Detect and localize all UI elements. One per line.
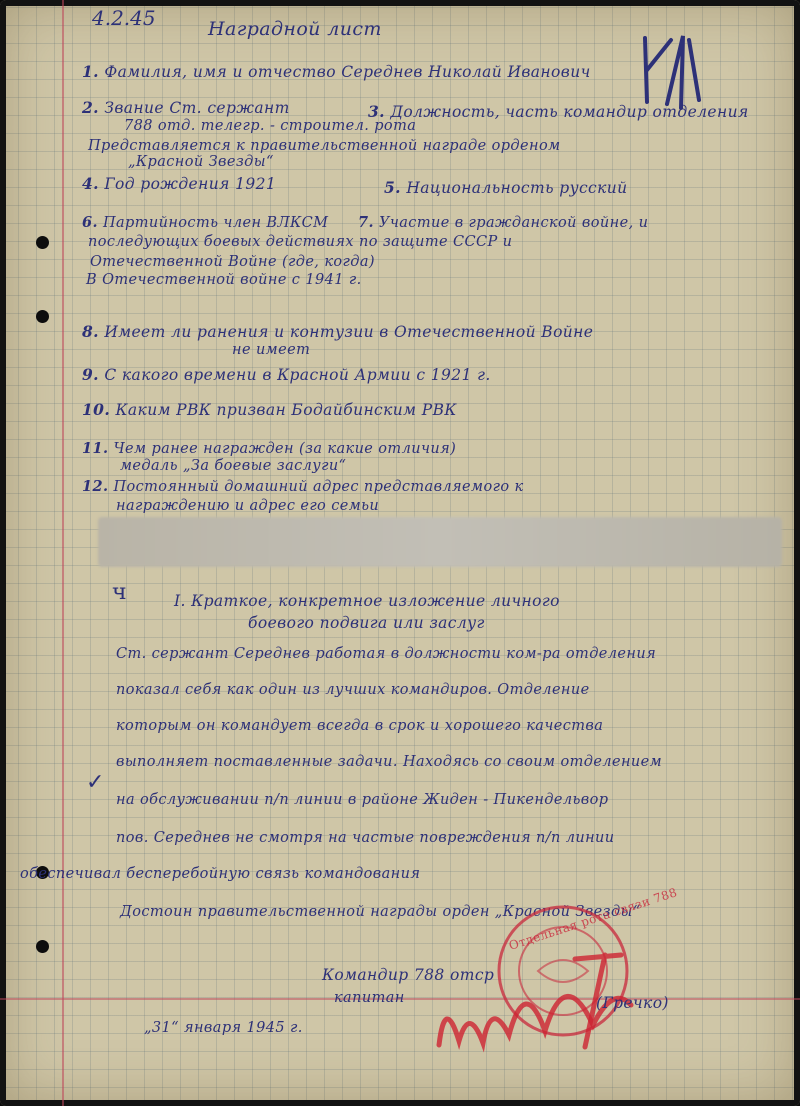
body-line: Ст. сержант Середнев работая в должности ком-ра отделения (116, 646, 657, 662)
nomination-order: „Красной Звезды“ (128, 154, 274, 170)
body-line: которым он командует всегда в срок и хорошего качества (116, 718, 604, 734)
punch-hole (36, 310, 49, 323)
section-title-line2: боевого подвига или заслуг (248, 614, 485, 632)
redacted-address (98, 517, 782, 567)
item-5 (384, 178, 628, 197)
item-text: Звание Ст. сержант (104, 99, 290, 117)
item-4 (82, 174, 276, 193)
item-11-answer: медаль „За боевые заслуги“ (120, 458, 347, 474)
body-line: обеспечивал бесперебойную связь командования (20, 866, 421, 882)
item-11 (82, 440, 456, 457)
item-8-answer: не имеет (232, 342, 311, 358)
item-number: 7. (358, 214, 374, 231)
item-number: 4. (82, 174, 99, 193)
item-text: Постоянный домашний адрес представляемого к (113, 479, 524, 495)
item-text: С какого времени в Красной Армии с 1921 г. (104, 366, 491, 384)
item-text: Национальность русский (406, 179, 628, 197)
body-line: пов. Середнев не смотря на частые повреждения п/п линии (116, 830, 615, 846)
left-margin-line (62, 0, 64, 1106)
body-line: выполняет поставленные задачи. Находясь со своим отделением (116, 754, 663, 770)
item-number: 2. (82, 98, 99, 117)
date-line: „31“ января 1945 г. (144, 1020, 303, 1036)
punch-hole (36, 940, 49, 953)
item-12 (82, 478, 524, 495)
item-1 (82, 62, 591, 81)
item-2-unit: 788 отд. телегр. - строител. рота (124, 118, 417, 134)
item-7-line2: последующих боевых действиях по защите СССР и (88, 234, 513, 250)
signature-name: (Гречко) (596, 994, 669, 1012)
item-6 (82, 214, 328, 231)
item-7-line3: Отечественной Войне (где, когда) (90, 254, 375, 270)
item-text: Каким РВК призван Бодайбинским РВК (115, 401, 457, 419)
item-number: 12. (82, 478, 109, 495)
item-text: Партийность член ВЛКСМ (102, 215, 329, 231)
item-text: Чем ранее награжден (за какие отличия) (113, 441, 457, 457)
item-text: Имеет ли ранения и контузии в Отечественной Войне (104, 323, 594, 341)
item-3 (368, 102, 749, 121)
item-number: 9. (82, 365, 99, 384)
item-number: 1. (82, 62, 99, 81)
item-text: Фамилия, имя и отчество Середнев Николай Иванович (104, 63, 591, 81)
corner-date: 4.2.45 (92, 6, 156, 30)
signature-rank: капитан (334, 990, 405, 1006)
margin-tick: ✓ (86, 770, 105, 795)
item-text: Год рождения 1921 (104, 175, 277, 193)
body-line: показал себя как один из лучших командиров. Отделение (116, 682, 590, 698)
item-7-answer: В Отечественной войне с 1941 г. (86, 272, 362, 288)
item-text: Участие в гражданской войне, и (378, 215, 649, 231)
signature-title: Командир 788 отср (322, 966, 495, 984)
item-12-line2: награждению и адрес его семьи (116, 498, 380, 514)
body-line: на обслуживании п/п линии в районе Жиден - Пикендельвор (116, 792, 609, 808)
section-title-line1: I. Краткое, конкретное изложение личного (174, 592, 560, 610)
item-7 (358, 214, 648, 231)
body-line: Достоин правительственной награды орден „Красной Звезды“ (120, 904, 641, 920)
item-8 (82, 322, 593, 341)
item-2 (82, 98, 290, 117)
item-number: 5. (384, 178, 401, 197)
item-number: 10. (82, 400, 111, 419)
item-number: 11. (82, 440, 109, 457)
item-number: 8. (82, 322, 99, 341)
stamp-text: Отдельная рота связи 788 (507, 885, 679, 953)
item-text: Должность, часть командир отделения (390, 103, 749, 121)
nomination-line: Представляется к правительственной награде орденом (88, 138, 561, 154)
item-number: 6. (82, 214, 98, 231)
document-title: Наградной лист (208, 18, 382, 40)
item-number: 3. (368, 102, 385, 121)
punch-hole (36, 236, 49, 249)
section-mark: ч (112, 580, 127, 605)
handwritten-mark (637, 30, 707, 110)
item-10 (82, 400, 457, 419)
item-9 (82, 365, 491, 384)
